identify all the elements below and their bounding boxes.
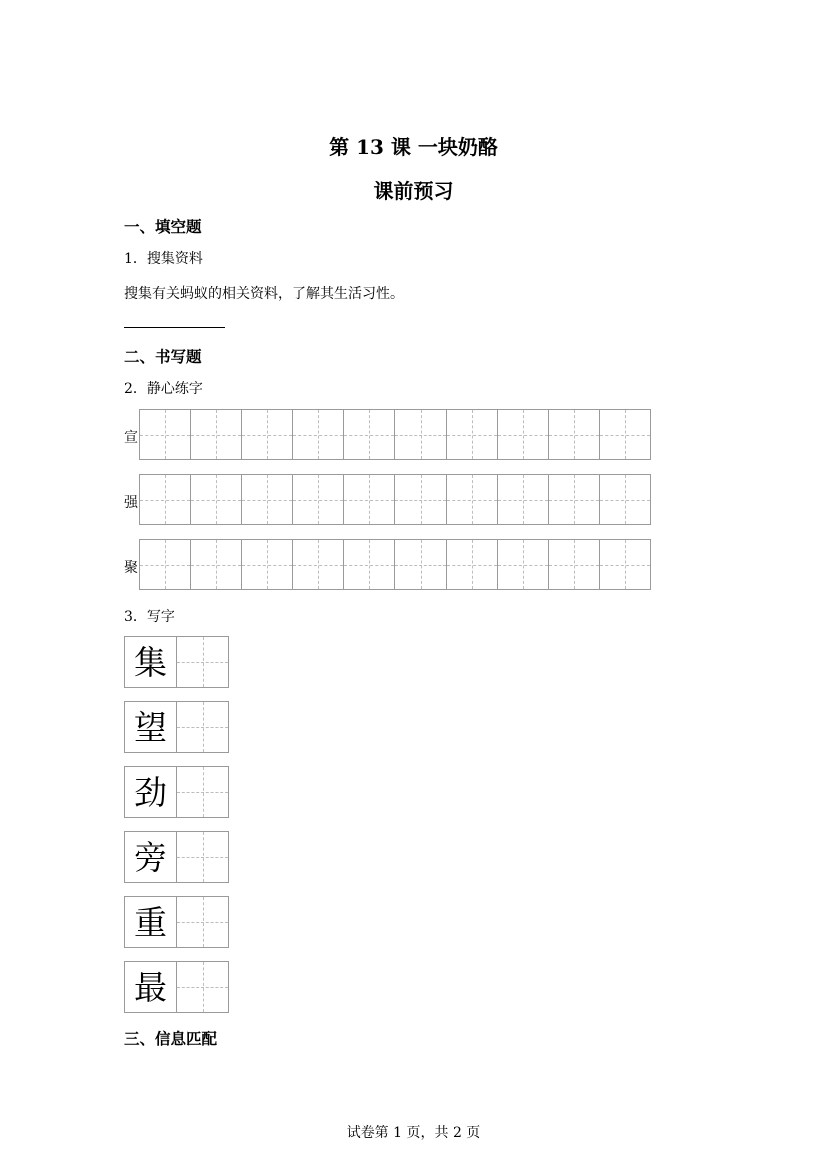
section-heading: 三、信息匹配 xyxy=(124,1029,218,1048)
writing-cell[interactable] xyxy=(177,962,228,1012)
writing-cell[interactable] xyxy=(177,702,228,752)
question-text: 搜集有关蚂蚁的相关资料，了解其生活习性。 xyxy=(124,286,404,302)
page-title: 第 13 课 一块奶酪 xyxy=(329,135,498,159)
model-character: 旁 xyxy=(125,832,177,882)
practice-row-label: 宣 xyxy=(124,430,138,446)
writing-box xyxy=(124,701,229,753)
model-character: 集 xyxy=(125,637,177,687)
model-character: 重 xyxy=(125,897,177,947)
writing-cell[interactable] xyxy=(177,832,228,882)
practice-grid[interactable] xyxy=(139,539,651,590)
question-label: 1．搜集资料 xyxy=(124,251,203,267)
practice-row-label: 聚 xyxy=(124,560,138,576)
writing-box xyxy=(124,766,229,818)
model-character: 最 xyxy=(125,962,177,1012)
page-subtitle: 课前预习 xyxy=(373,179,454,203)
writing-cell[interactable] xyxy=(177,767,228,817)
writing-box xyxy=(124,896,229,948)
writing-box xyxy=(124,831,229,883)
practice-row-label: 强 xyxy=(124,495,138,511)
question-label: 3．写字 xyxy=(124,609,175,625)
model-character: 望 xyxy=(125,702,177,752)
question-label: 2．静心练字 xyxy=(124,381,203,397)
section-heading: 二、书写题 xyxy=(124,347,202,366)
answer-blank-line[interactable] xyxy=(124,327,225,328)
writing-cell[interactable] xyxy=(177,637,228,687)
practice-grid[interactable] xyxy=(139,409,651,460)
writing-box xyxy=(124,961,229,1013)
model-character: 劲 xyxy=(125,767,177,817)
writing-box xyxy=(124,636,229,688)
page-footer: 试卷第 1 页，共 2 页 xyxy=(346,1125,481,1141)
practice-grid[interactable] xyxy=(139,474,651,525)
section-heading: 一、填空题 xyxy=(124,217,202,236)
writing-cell[interactable] xyxy=(177,897,228,947)
